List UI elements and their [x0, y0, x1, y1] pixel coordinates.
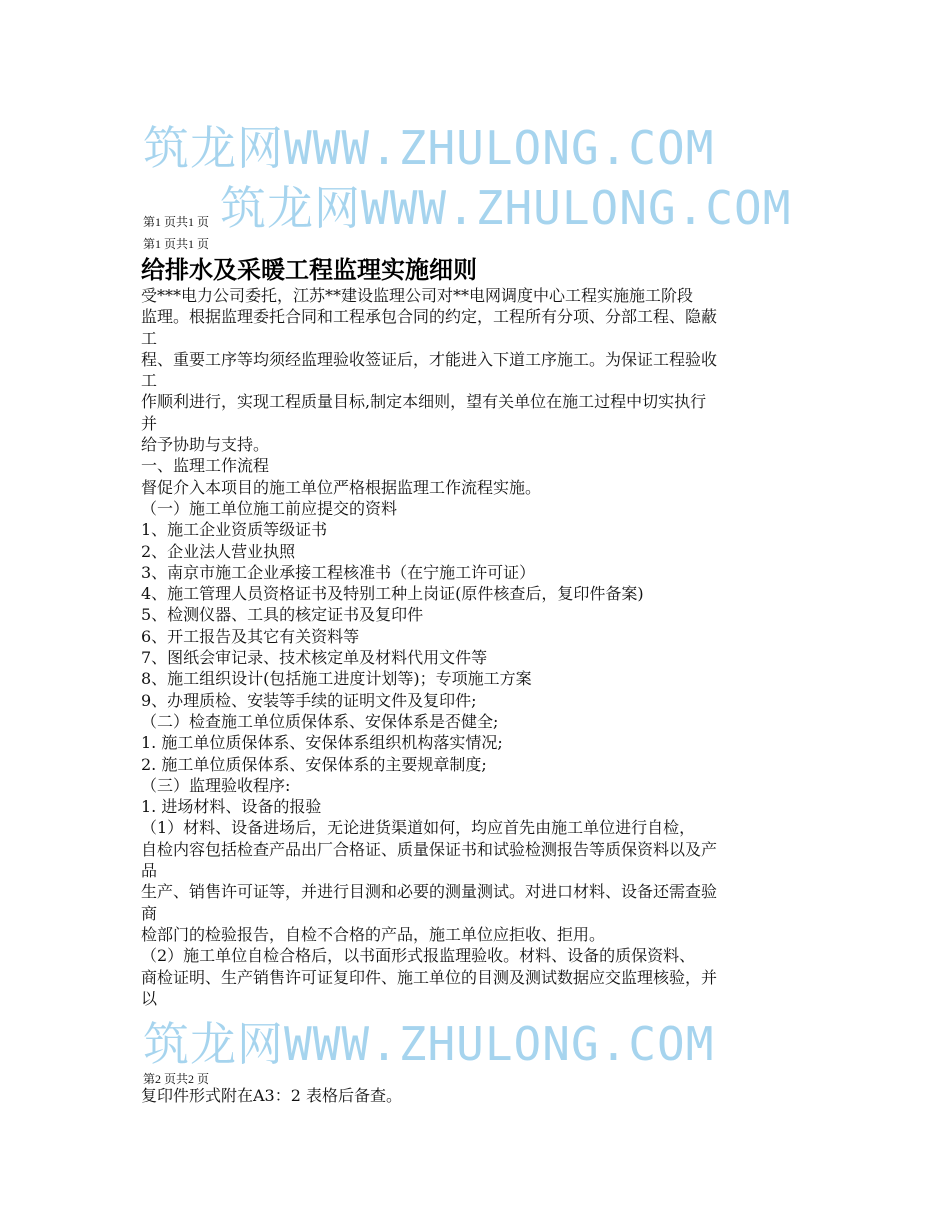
body-line: 程、重要工序等均须经监理验收签证后，才能进入下道工序施工。为保证工程验收 — [141, 349, 718, 369]
watermark-text-1: 筑龙网WWW.ZHULONG.COM — [143, 121, 715, 175]
list-item: 2、企业法人营业执照 — [141, 541, 296, 561]
page-number-label: 第1 页共1 页 — [143, 237, 210, 251]
list-item: 4、施工管理人员资格证书及特别工种上岗证(原件核查后，复印件备案) — [141, 584, 644, 604]
document-title: 给排水及采暖工程监理实施细则 — [141, 256, 477, 284]
list-item: 8、施工组织设计(包括施工进度计划等)；专项施工方案 — [141, 669, 532, 689]
list-item: 3、南京市施工企业承接工程核准书（在宁施工许可证） — [141, 562, 536, 582]
subsection-heading: （一）施工单位施工前应提交的资料 — [141, 498, 398, 518]
watermark-text-2: 筑龙网WWW.ZHULONG.COM — [220, 181, 792, 235]
body-line: 商检证明、生产销售许可证复印件、施工单位的目测及测试数据应交监理核验，并 — [141, 967, 718, 987]
list-item: 1. 进场材料、设备的报验 — [141, 797, 322, 817]
body-line: 以 — [141, 988, 158, 1008]
list-item: 6、开工报告及其它有关资料等 — [141, 626, 360, 646]
list-item: 2. 施工单位质保体系、安保体系的主要规章制度; — [141, 754, 487, 774]
body-line: 自检内容包括检查产品出厂合格证、质量保证书和试验检测报告等质保资料以及产 — [141, 839, 718, 859]
body-line: 生产、销售许可证等，并进行目测和必要的测量测试。对进口材料、设备还需查验 — [141, 882, 718, 902]
watermark-text-3: 筑龙网WWW.ZHULONG.COM — [143, 1017, 715, 1071]
section-heading: 一、监理工作流程 — [141, 456, 270, 476]
body-line: 给予协助与支持。 — [141, 435, 270, 455]
subsection-heading: （三）监理验收程序: — [141, 775, 291, 795]
list-item: 9、办理质检、安装等手续的证明文件及复印件; — [141, 690, 477, 710]
body-line: 品 — [141, 861, 158, 881]
list-item: 7、图纸会审记录、技术核定单及材料代用文件等 — [141, 648, 488, 668]
list-item: 5、检测仪器、工具的核定证书及复印件 — [141, 605, 424, 625]
body-line: 商 — [141, 903, 158, 923]
body-line: 监理。根据监理委托合同和工程承包合同的约定，工程所有分项、分部工程、隐蔽 — [141, 307, 718, 327]
body-line: 受***电力公司委托，江苏**建设监理公司对**电网调度中心工程实施施工阶段 — [141, 286, 694, 305]
document-body — [141, 285, 811, 1009]
page-number-label: 第2 页共2 页 — [143, 1072, 210, 1086]
body-line: 督促介入本项目的施工单位严格根据监理工作流程实施。 — [141, 477, 542, 497]
body-line: （1）材料、设备进场后，无论进货渠道如何，均应首先由施工单位进行自检， — [141, 818, 696, 838]
body-line: 检部门的检验报告，自检不合格的产品，施工单位应拒收、拒用。 — [141, 924, 606, 944]
body-line: 工 — [141, 371, 158, 391]
body-line: 工 — [141, 328, 158, 348]
body-line: 作顺利进行，实现工程质量目标,制定本细则，望有关单位在施工过程中切实执行 — [141, 392, 707, 412]
body-line: （2）施工单位自检合格后，以书面形式报监理验收。材料、设备的质保资料、 — [141, 946, 696, 966]
subsection-heading: （二）检查施工单位质保体系、安保体系是否健全; — [141, 711, 499, 731]
list-item: 1、施工企业资质等级证书 — [141, 520, 328, 540]
body-line-page2: 复印件形式附在A3：2 表格后备查。 — [141, 1086, 403, 1105]
page-number-label: 第1 页共1 页 — [143, 215, 210, 229]
list-item: 1. 施工单位质保体系、安保体系组织机构落实情况; — [141, 733, 503, 753]
body-line: 并 — [141, 413, 158, 433]
